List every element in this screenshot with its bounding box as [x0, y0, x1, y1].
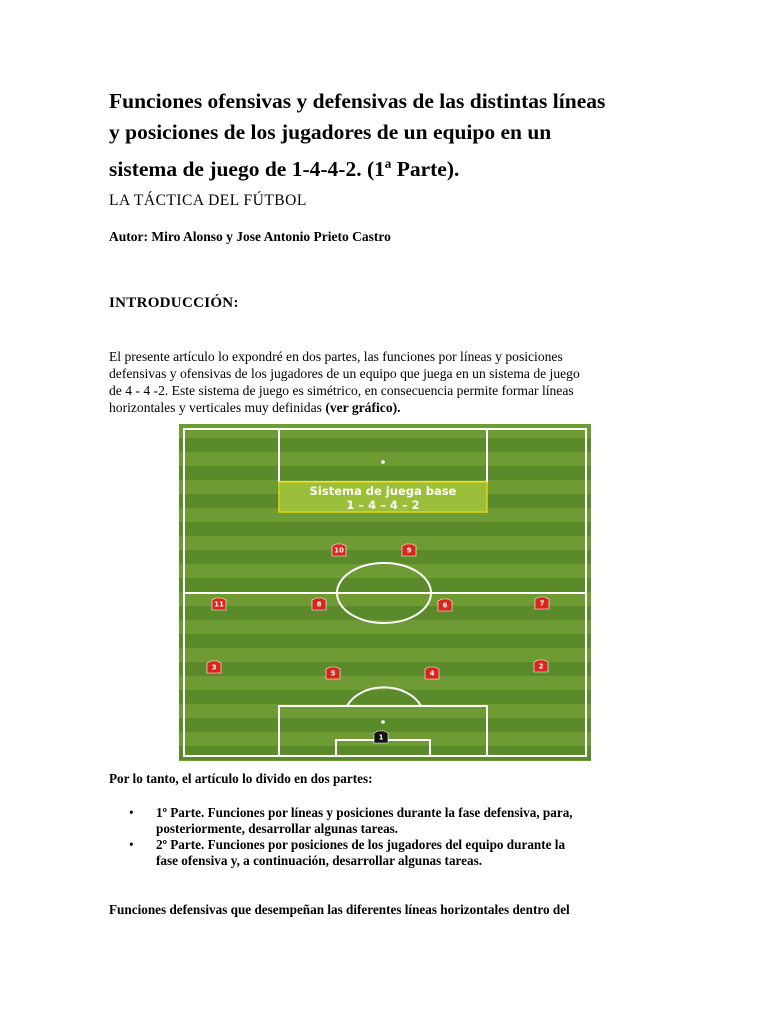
section-heading-partial: Funciones defensivas que desempeñan las diferentes líneas horizontales dentro del [109, 902, 570, 917]
player-number: 9 [406, 546, 412, 555]
player-number: 10 [334, 546, 344, 555]
bullet-icon: • [129, 805, 134, 820]
soccer-field-graphic [179, 424, 591, 761]
player-number: 11 [214, 600, 224, 609]
list-item-line: posteriormente, desarrollar algunas tareas. [156, 821, 399, 836]
formation-diagram [179, 424, 591, 761]
title-line: y posiciones de los jugadores de un equipo en un [109, 120, 552, 144]
paragraph-line [109, 399, 669, 416]
list-item-line: fase ofensiva y, a continuación, desarrollar algunas tareas. [156, 853, 483, 868]
paragraph-line: El presente artículo lo expondré en dos partes, las funciones por líneas y posiciones [109, 349, 563, 364]
badge-formation: 1 – 4 – 4 – 2 [346, 498, 420, 512]
author-line: Autor: Miro Alonso y Jose Antonio Prieto Castro [109, 229, 391, 244]
player-marker [332, 544, 346, 556]
player-number: 8 [316, 600, 322, 609]
player-number: 4 [429, 669, 435, 678]
player-number: 1 [378, 733, 384, 742]
player-marker [402, 544, 416, 556]
title-line: sistema de juego de 1-4-4-2. (1ª Parte). [109, 157, 460, 181]
parts-list [109, 805, 669, 869]
lead-sentence: Por lo tanto, el artículo lo divido en dos partes: [109, 771, 373, 786]
document-subtitle: LA TÁCTICA DEL FÚTBOL [109, 192, 307, 209]
bullet-icon: • [129, 837, 134, 852]
paragraph-line: defensivas y ofensivas de los jugadores de un equipo que juega en un sistema de juego [109, 366, 580, 381]
intro-heading: INTRODUCCIÓN: [109, 295, 239, 311]
badge-title: Sistema de juega base [309, 484, 457, 498]
player-marker [438, 599, 452, 611]
list-item [109, 805, 669, 837]
player-marker [425, 667, 439, 679]
formation-badge [279, 482, 487, 512]
intro-paragraph [109, 348, 669, 416]
player-number: 2 [538, 662, 544, 671]
player-number: 5 [330, 669, 336, 678]
list-item [109, 837, 669, 869]
document-title [109, 86, 669, 185]
list-item-line: 2º Parte. Funciones por posiciones de los jugadores del equipo durante la [156, 837, 566, 852]
player-number: 6 [442, 601, 448, 610]
player-marker [374, 731, 388, 743]
player-marker [326, 667, 340, 679]
player-number: 7 [539, 599, 545, 608]
paragraph-bold-tail: (ver gráfico). [325, 400, 401, 415]
player-number: 3 [211, 663, 217, 672]
bottom-penalty-spot [381, 720, 385, 724]
list-item-line: 1º Parte. Funciones por líneas y posiciones durante la fase defensiva, para, [156, 805, 573, 820]
paragraph-line-text: horizontales y verticales muy definidas [109, 400, 326, 415]
player-marker [207, 661, 221, 673]
paragraph-line: de 4 - 4 -2. Este sistema de juego es simétrico, en consecuencia permite formar líneas [109, 383, 574, 398]
player-marker [212, 598, 226, 610]
player-marker [312, 598, 326, 610]
top-penalty-spot [381, 460, 385, 464]
player-marker [534, 660, 548, 672]
title-line: Funciones ofensivas y defensivas de las distintas líneas [109, 89, 606, 113]
player-marker [535, 597, 549, 609]
